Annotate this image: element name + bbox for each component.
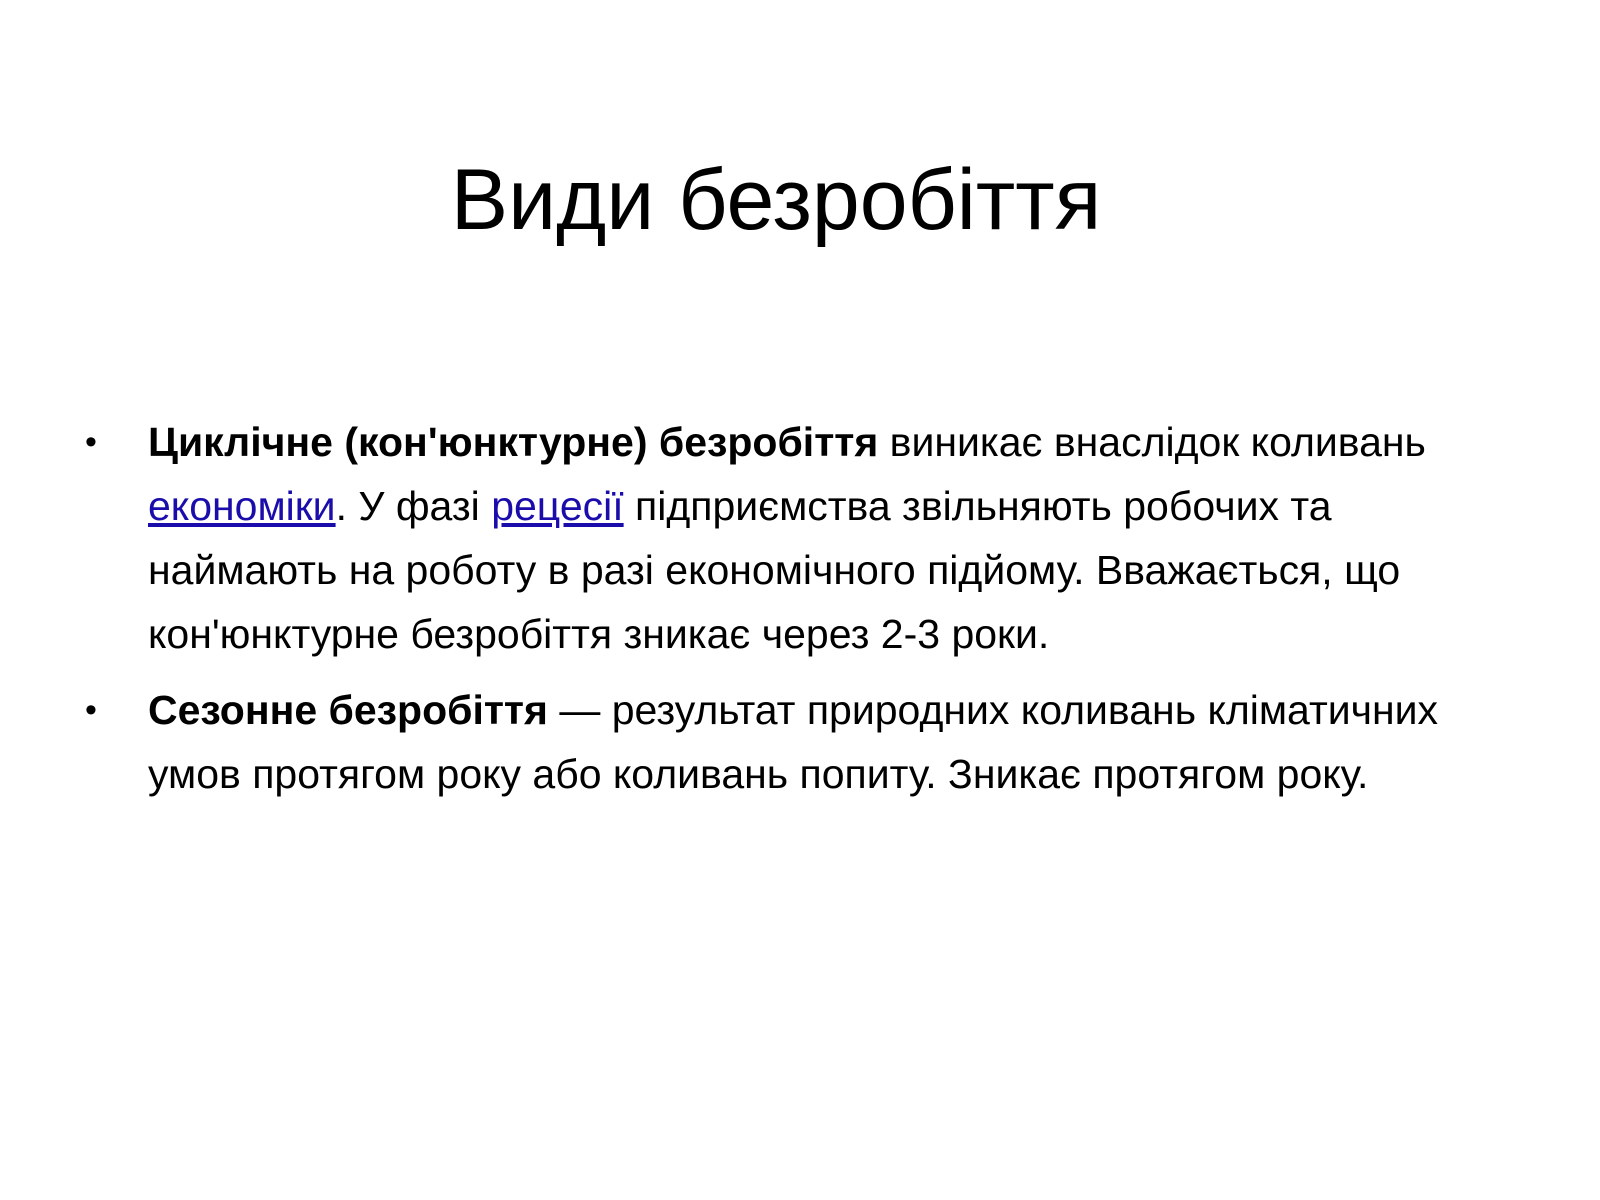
- bullet-text: підприємства звільняють робочих та наймають на роботу в разі економічного підйому. Вважається, що кон'юнктурне безробіття зникає через 2-3 роки.: [148, 483, 1401, 657]
- link-recession[interactable]: рецесії: [491, 483, 624, 529]
- bullet-list: [80, 410, 1490, 818]
- bullet-text: — результат природних коливань кліматичних умов протягом року або коливань попиту. Зникає протягом року.: [148, 687, 1439, 797]
- bullet-text: . У фазі: [335, 483, 492, 529]
- bullet-dot-icon: •: [85, 691, 97, 729]
- slide-title: Види безробіття: [450, 152, 1102, 248]
- bullet-text: виникає внаслідок коливань: [878, 419, 1426, 465]
- bullet-dot-icon: •: [85, 423, 97, 461]
- term-seasonal: Сезонне безробіття: [148, 687, 548, 733]
- bullet-cyclical-unemployment: [80, 410, 1490, 666]
- term-cyclical: Циклічне (кон'юнктурне) безробіття: [148, 419, 879, 465]
- link-economy[interactable]: економіки: [148, 483, 336, 529]
- bullet-seasonal-unemployment: [80, 678, 1490, 806]
